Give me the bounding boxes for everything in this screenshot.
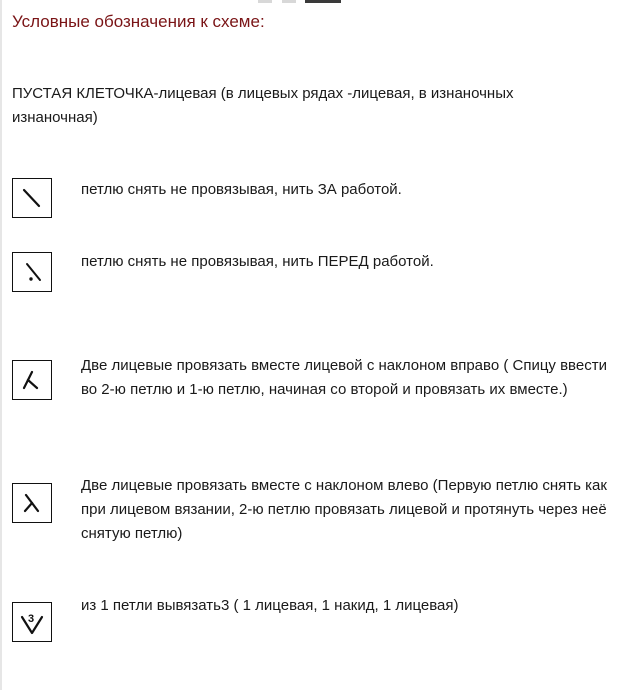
legend-text: из 1 петли вывязать3 ( 1 лицевая, 1 накид, 1 лицевая) <box>81 597 459 614</box>
right-lean-decrease-icon <box>12 360 52 400</box>
legend-text: Две лицевые провязать вместе с наклоном влево (Первую петлю снять как при лицевом вязании, 2-ю петлю провязать лицевой и протянуть через неё снятую петлю) <box>81 477 607 542</box>
page-indicator-active[interactable] <box>305 0 341 3</box>
slash-dot-slip-front-icon <box>12 252 52 292</box>
top-progress-bar <box>0 0 622 6</box>
slash-knit-slip-back-icon <box>12 178 52 218</box>
legend-text: Две лицевые провязать вместе лицевой с наклоном вправо ( Спицу ввести во 2-ю петлю и 1-ю петлю, начиная со второй и провязать их вместе.) <box>81 357 607 398</box>
page-indicator-2[interactable] <box>282 0 296 3</box>
left-divider <box>0 0 2 690</box>
legend-text: петлю снять не провязывая, нить ЗА работой. <box>81 181 402 198</box>
page-title: Условные обозначения к схеме: <box>12 12 265 31</box>
legend-text: петлю снять не провязывая, нить ПЕРЕД работой. <box>81 253 434 270</box>
page-indicator-1[interactable] <box>258 0 272 3</box>
increase-three-from-one-icon <box>12 602 52 642</box>
left-lean-decrease-icon <box>12 483 52 523</box>
intro-text: ПУСТАЯ КЛЕТОЧКА-лицевая (в лицевых рядах -лицевая, в изнаночных изнаночная) <box>12 85 514 126</box>
increase-count-label: 3 <box>28 613 35 625</box>
